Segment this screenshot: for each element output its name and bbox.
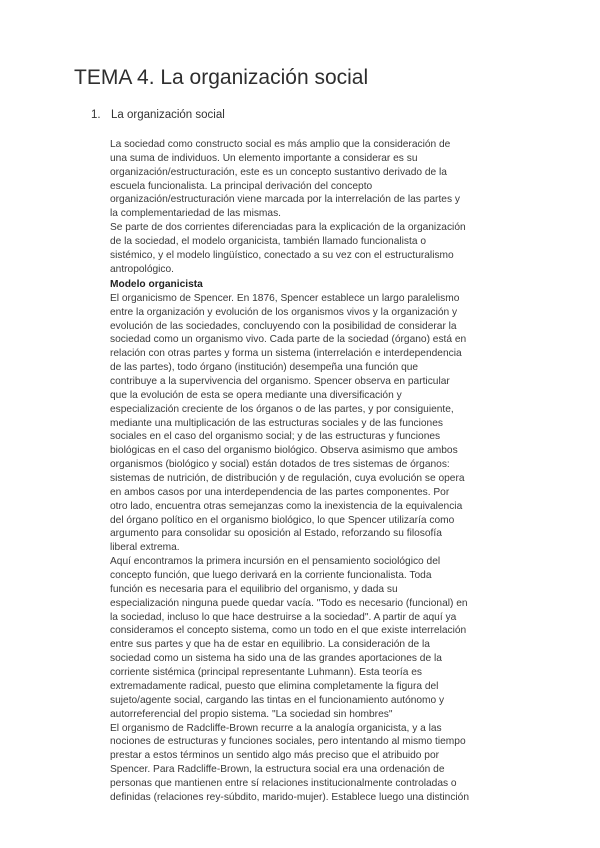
section-number: 1. [91,109,101,121]
text-line: especialización creciente de los órganos o de las partes, y por consiguiente, [110,403,454,415]
section-heading [91,109,225,121]
text-line: evolución de las sociedades, concluyendo con la posibilidad de considerar la [110,320,457,332]
text-line: consideramos el concepto sistema, como un todo en el que existe interrelación [110,625,467,637]
text-line: argumento para consolidar su oposición al Estado, reforzando su filosofía [110,528,442,540]
text-line: entre sus partes y que ha de estar en equilibrio. La consideración de la [110,639,430,651]
text-line: corriente sistémica (principal representante Luhmann). Esta teoría es [110,667,423,679]
section-title: La organización social [111,109,225,121]
text-line: Se parte de dos corrientes diferenciadas para la explicación de la organización [110,222,466,234]
text-line: extremadamente radical, puesto que elimina completamente la figura del [110,680,439,692]
text-line: sistemas de nutrición, de distribución y de regulación, cuya evolución se opera [110,473,465,485]
text-line: La sociedad como constructo social es más amplio que la consideración de [110,139,451,150]
text-line: sociedad como un organismo vivo. Cada parte de la sociedad (órgano) está en [110,334,467,346]
text-line: una suma de individuos. Un elemento importante a considerar es su [110,152,418,164]
organicist-model-section [110,278,550,805]
text-line: autorreferencial del propio sistema. "La sociedad sin hombres" [110,708,393,720]
text-line: concepto función, que luego derivará en la corriente funcionalista. Toda [110,570,432,582]
text-line: prestar a estos términos un sentido algo más preciso que el atribuido por [110,750,440,762]
text-line: la complementariedad de las mismas. [110,208,281,220]
text-line: otro lado, encuentra otras semejanzas como la inexistencia de la equivalencia [110,500,463,512]
text-line: en ambos casos por una interdependencia de las partes componentes. Por [110,486,450,498]
text-line: organización/estructuración viene marcada por la interrelación de las partes y [110,194,460,206]
text-line: mediante una multiplicación de las estructuras sociales y de las funciones [110,417,443,429]
text-line: personas que mantienen entre sí relaciones institucionalmente controladas o [110,777,457,789]
text-line: especialización ninguna puede quedar vacía. "Todo es necesario (funcional) en [110,597,468,609]
text-line: sociales en el caso del organismo social; y de las estructuras y funciones [110,431,441,443]
text-line: nociones de estructuras y funciones sociales, pero intentando al mismo tiempo [110,736,466,748]
subheading: Modelo organicista [110,279,203,290]
page-title: TEMA 4. La organización social [74,66,369,89]
text-line: El organicismo de Spencer. En 1876, Spencer establece un largo paralelismo [110,292,460,304]
text-line: Spencer. Para Radcliffe-Brown, la estructura social era una ordenación de [110,764,445,776]
text-line: de la sociedad, el modelo organicista, también llamado funcionalista o [110,236,427,248]
text-line: sistémico, y el modelo lingüístico, conectado a su vez con el estructuralismo [110,249,454,261]
text-line: que la evolución de esta se opera mediante una diversificación y [110,389,402,401]
text-line: biológicas en el caso del organismo biológico. Observa asimismo que ambos [110,445,458,457]
intro-paragraph [110,138,550,277]
text-line: de las partes), todo órgano (institución) desempeña una función que [110,362,419,374]
text-line: organización/estructuración, este es un concepto sustantivo derivado de la [110,166,447,178]
text-line: función es necesaria para el equilibrio del organismo, y dada su [110,583,398,595]
text-line: contribuye a la supervivencia del organismo. Spencer observa en particular [110,376,450,388]
text-line: sociedad como un sistema ha sido una de las grandes aportaciones de la [110,653,442,665]
text-line: sujeto/agente social, cargando las tintas en el funcionamiento autónomo y [110,694,445,706]
text-line: Aquí encontramos la primera incursión en el pensamiento sociológico del [110,556,441,568]
text-line: antropológico. [110,263,175,275]
text-line: entre la organización y evolución de los organismos vivos y la organización y [110,306,458,318]
text-line: definidas (relaciones rey-súbdito, marido-mujer). Establece luego una distinción [110,791,470,803]
text-line: liberal extrema. [110,542,180,554]
text-line: del órgano político en el organismo biológico, lo que Spencer utilizaría como [110,514,455,526]
text-line: relación con otras partes y forma un sistema (interrelación e interdependencia [110,348,462,360]
text-line: organismos (biológico y social) están dotados de tres sistemas de órganos: [110,459,450,471]
text-line: escuela funcionalista. La principal derivación del concepto [110,180,373,192]
text-line: El organismo de Radcliffe-Brown recurre a la analogía organicista, y a las [110,722,442,734]
text-line: la sociedad, incluso lo que hace destruirse a la sociedad". A partir de aquí ya [110,611,457,623]
